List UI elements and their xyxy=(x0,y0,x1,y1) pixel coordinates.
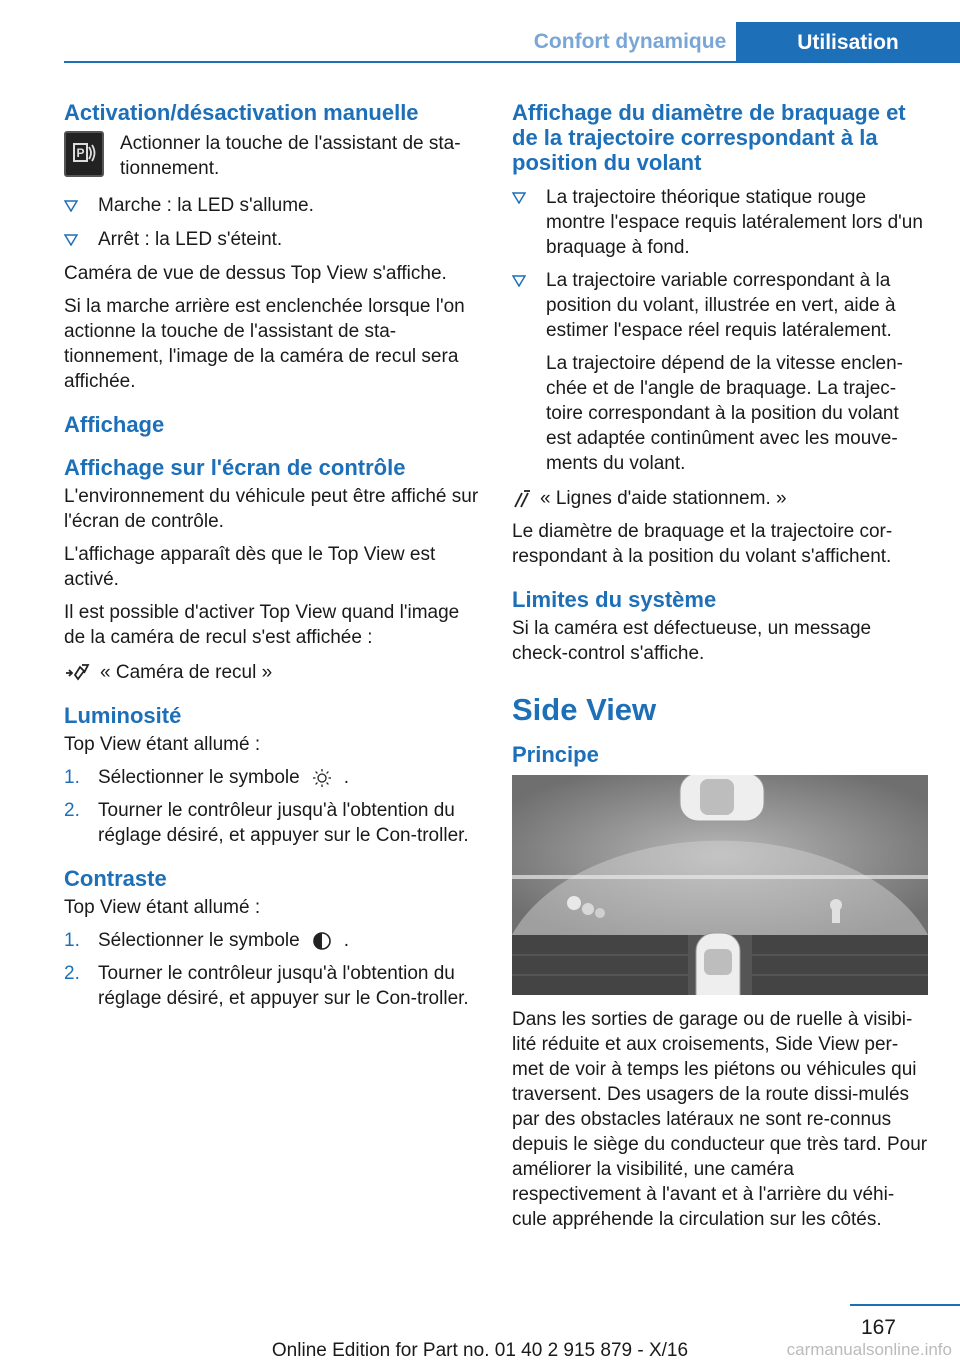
list-item xyxy=(64,193,480,219)
triangle-bullet-icon xyxy=(512,275,526,287)
heading-sideview: Side View xyxy=(512,692,657,727)
paragraph: Si la marche arrière est enclenchée lorsque l'on actionne la touche de l'assistant de sta-tionnement, l'image de la caméra de recul sera affichée. xyxy=(64,296,465,392)
bullet-on: Marche : la LED s'allume. xyxy=(98,195,314,216)
side-view-illustration xyxy=(512,775,928,995)
paragraph: Il est possible d'activer Top View quand l'image de la caméra de recul s'est affichée : xyxy=(64,602,460,648)
list-item: La trajectoire variable correspondant à la position du volant, illustrée en vert, aide à estimer l'espace réel requis latéralement. xyxy=(512,268,928,343)
left-column xyxy=(64,100,480,1019)
triangle-bullet-icon xyxy=(64,234,78,246)
heading-luminosite: Luminosité xyxy=(64,703,182,728)
list-item xyxy=(64,227,480,253)
heading-diametre: Affichage du diamètre de braquage et de la trajectoire correspondant à la position du volant xyxy=(512,100,906,175)
park-assist-button-icon xyxy=(64,131,104,177)
heading-affichage: Affichage xyxy=(64,412,165,437)
heading-contraste: Contraste xyxy=(64,866,167,891)
camera-menu-line xyxy=(64,660,480,685)
paragraph: Le diamètre de braquage et la trajectoire cor-respondant à la position du volant s'affichent. xyxy=(512,521,893,567)
list-item: 2. Tourner le contrôleur jusqu'à l'obtention du réglage désiré, et appuyer sur le Con-troller. xyxy=(64,963,469,1009)
heading-manual: Activation/désactivation manuelle xyxy=(64,100,419,125)
parking-lines-icon xyxy=(512,489,532,509)
page-number: 167 xyxy=(860,1316,896,1339)
reverse-camera-icon xyxy=(64,663,90,683)
header-tab: Utilisation xyxy=(736,22,960,63)
footer-rule xyxy=(850,1304,960,1306)
heading-ecran: Affichage sur l'écran de contrôle xyxy=(64,455,406,480)
paragraph: Si la caméra est défectueuse, un message check-control s'affiche. xyxy=(512,618,872,664)
contrast-icon xyxy=(312,931,332,951)
paragraph: Top View étant allumé : xyxy=(64,897,261,918)
list-item: 2. Tourner le contrôleur jusqu'à l'obtention du réglage désiré, et appuyer sur le Con-troller. xyxy=(64,800,469,846)
watermark: carmanualsonline.info xyxy=(786,1340,952,1359)
paragraph: L'environnement du véhicule peut être affiché sur l'écran de contrôle. xyxy=(64,486,479,532)
edition-footer: Online Edition for Part no. 01 40 2 915 879 - X/16 xyxy=(271,1340,689,1361)
right-column xyxy=(512,100,928,1240)
svg-text:P: P xyxy=(76,146,85,160)
paragraph: Caméra de vue de dessus Top View s'affiche. xyxy=(64,263,447,284)
bullet-off: Arrêt : la LED s'éteint. xyxy=(98,229,283,250)
contrast-steps xyxy=(64,928,480,1011)
on-off-list xyxy=(64,193,480,253)
paragraph: Dans les sorties de garage ou de ruelle à visibi-lité réduite et aux croisements, Side View per-met de voir à temps les piétons ou véhicules qui traversent. Des usagers de la route dissi-mulés par des obstacles latéraux ne sont re-connus depuis le siège du conducteur que très tard. Pour améliorer la visibilité, une caméra respectivement à l'avant et à l'arrière du véhi-cule appréhende la circulation sur les côtés. xyxy=(512,1009,928,1230)
paragraph: L'affichage apparaît dès que le Top View est activé. xyxy=(64,544,436,590)
list-item: 1. Sélectionner le symbole . xyxy=(64,767,349,788)
manual-instruction xyxy=(64,131,480,181)
triangle-bullet-icon xyxy=(512,192,526,204)
paragraph: Top View étant allumé : xyxy=(64,734,261,755)
brightness-icon xyxy=(312,768,332,788)
list-item: La trajectoire théorique statique rouge montre l'espace requis latéralement lors d'un braquage à fond. xyxy=(512,185,928,260)
camera-menu-label: « Caméra de recul » xyxy=(100,662,273,683)
header-section: Confort dynamique xyxy=(533,30,727,53)
lines-menu-label: « Lignes d'aide stationnem. » xyxy=(540,488,787,509)
list-item: 1. Sélectionner le symbole . xyxy=(64,930,349,951)
lines-menu-line xyxy=(512,486,928,511)
paragraph: La trajectoire dépend de la vitesse enclen-chée et de l'angle de braquage. La trajec-toire correspondant à la position du volant est adaptée continûment avec les mouve-ments du volant. xyxy=(546,353,904,474)
luminosity-steps xyxy=(64,765,480,848)
heading-limites: Limites du système xyxy=(512,587,717,612)
trajectory-list xyxy=(512,185,928,343)
page-header xyxy=(0,0,960,62)
heading-principe: Principe xyxy=(512,742,599,767)
manual-text: Actionner la touche de l'assistant de sta-tionnement. xyxy=(120,133,461,179)
triangle-bullet-icon xyxy=(64,200,78,212)
header-rule xyxy=(64,61,960,63)
